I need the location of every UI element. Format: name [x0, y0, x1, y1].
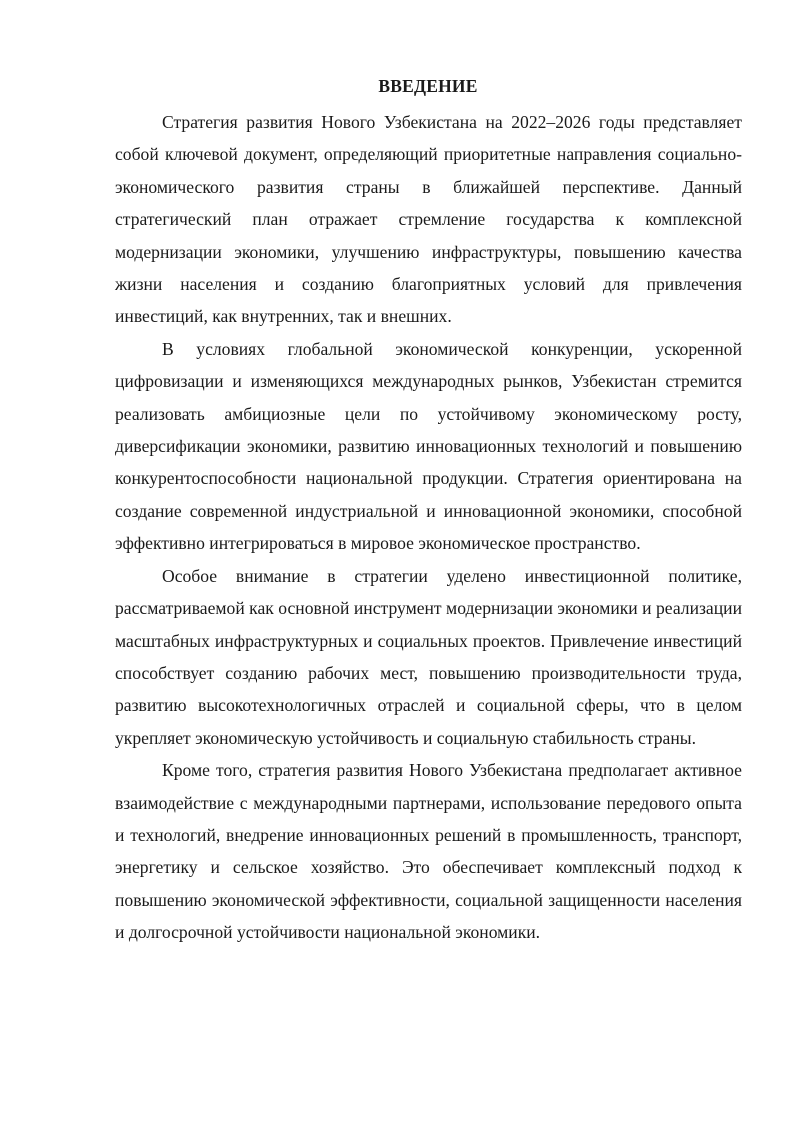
- paragraph-1: Стратегия развития Нового Узбекистана на 2022–2026 годы представляет собой ключевой документ, определяющий приоритетные направления социально-экономического развития страны в ближайшей перспективе. Данный стратегический план отражает стремление государства к комплексной модернизации экономики, улучшению инфраструктуры, повышению качества жизни населения и созданию благоприятных условий для привлечения инвестиций, как внутренних, так и внешних.: [115, 112, 742, 327]
- paragraph-3: Особое внимание в стратегии уделено инвестиционной политике, рассматриваемой как основной инструмент модернизации экономики и реализации масштабных инфраструктурных и социальных проектов. Привлечение инвестиций способствует созданию рабочих мест, повышению производительности труда, развитию высокотехнологичных отраслей и социальной сферы, что в целом укрепляет экономическую устойчивость и социальную стабильность страны.: [115, 565, 742, 748]
- document-title: ВВЕДЕНИЕ: [378, 76, 478, 96]
- document-body: [115, 106, 742, 949]
- paragraph-4: Кроме того, стратегия развития Нового Узбекистана предполагает активное взаимодействие с международными партнерами, использование передового опыта и технологий, внедрение инновационных решений в промышленность, транспорт, энергетику и сельское хозяйство. Это обеспечивает комплексный подход к повышению экономической эффективности, социальной защищенности населения и долгосрочной устойчивости национальной экономики.: [115, 760, 742, 943]
- paragraph-2: В условиях глобальной экономической конкуренции, ускоренной цифровизации и изменяющихся международных рынков, Узбекистан стремится реализовать амбициозные цели по устойчивому экономическому росту, диверсификации экономики, развитию инновационных технологий и повышению конкурентоспособности национальной продукции. Стратегия ориентирована на создание современной индустриальной и инновационной экономики, способной эффективно интегрироваться в мировое экономическое пространство.: [115, 338, 742, 554]
